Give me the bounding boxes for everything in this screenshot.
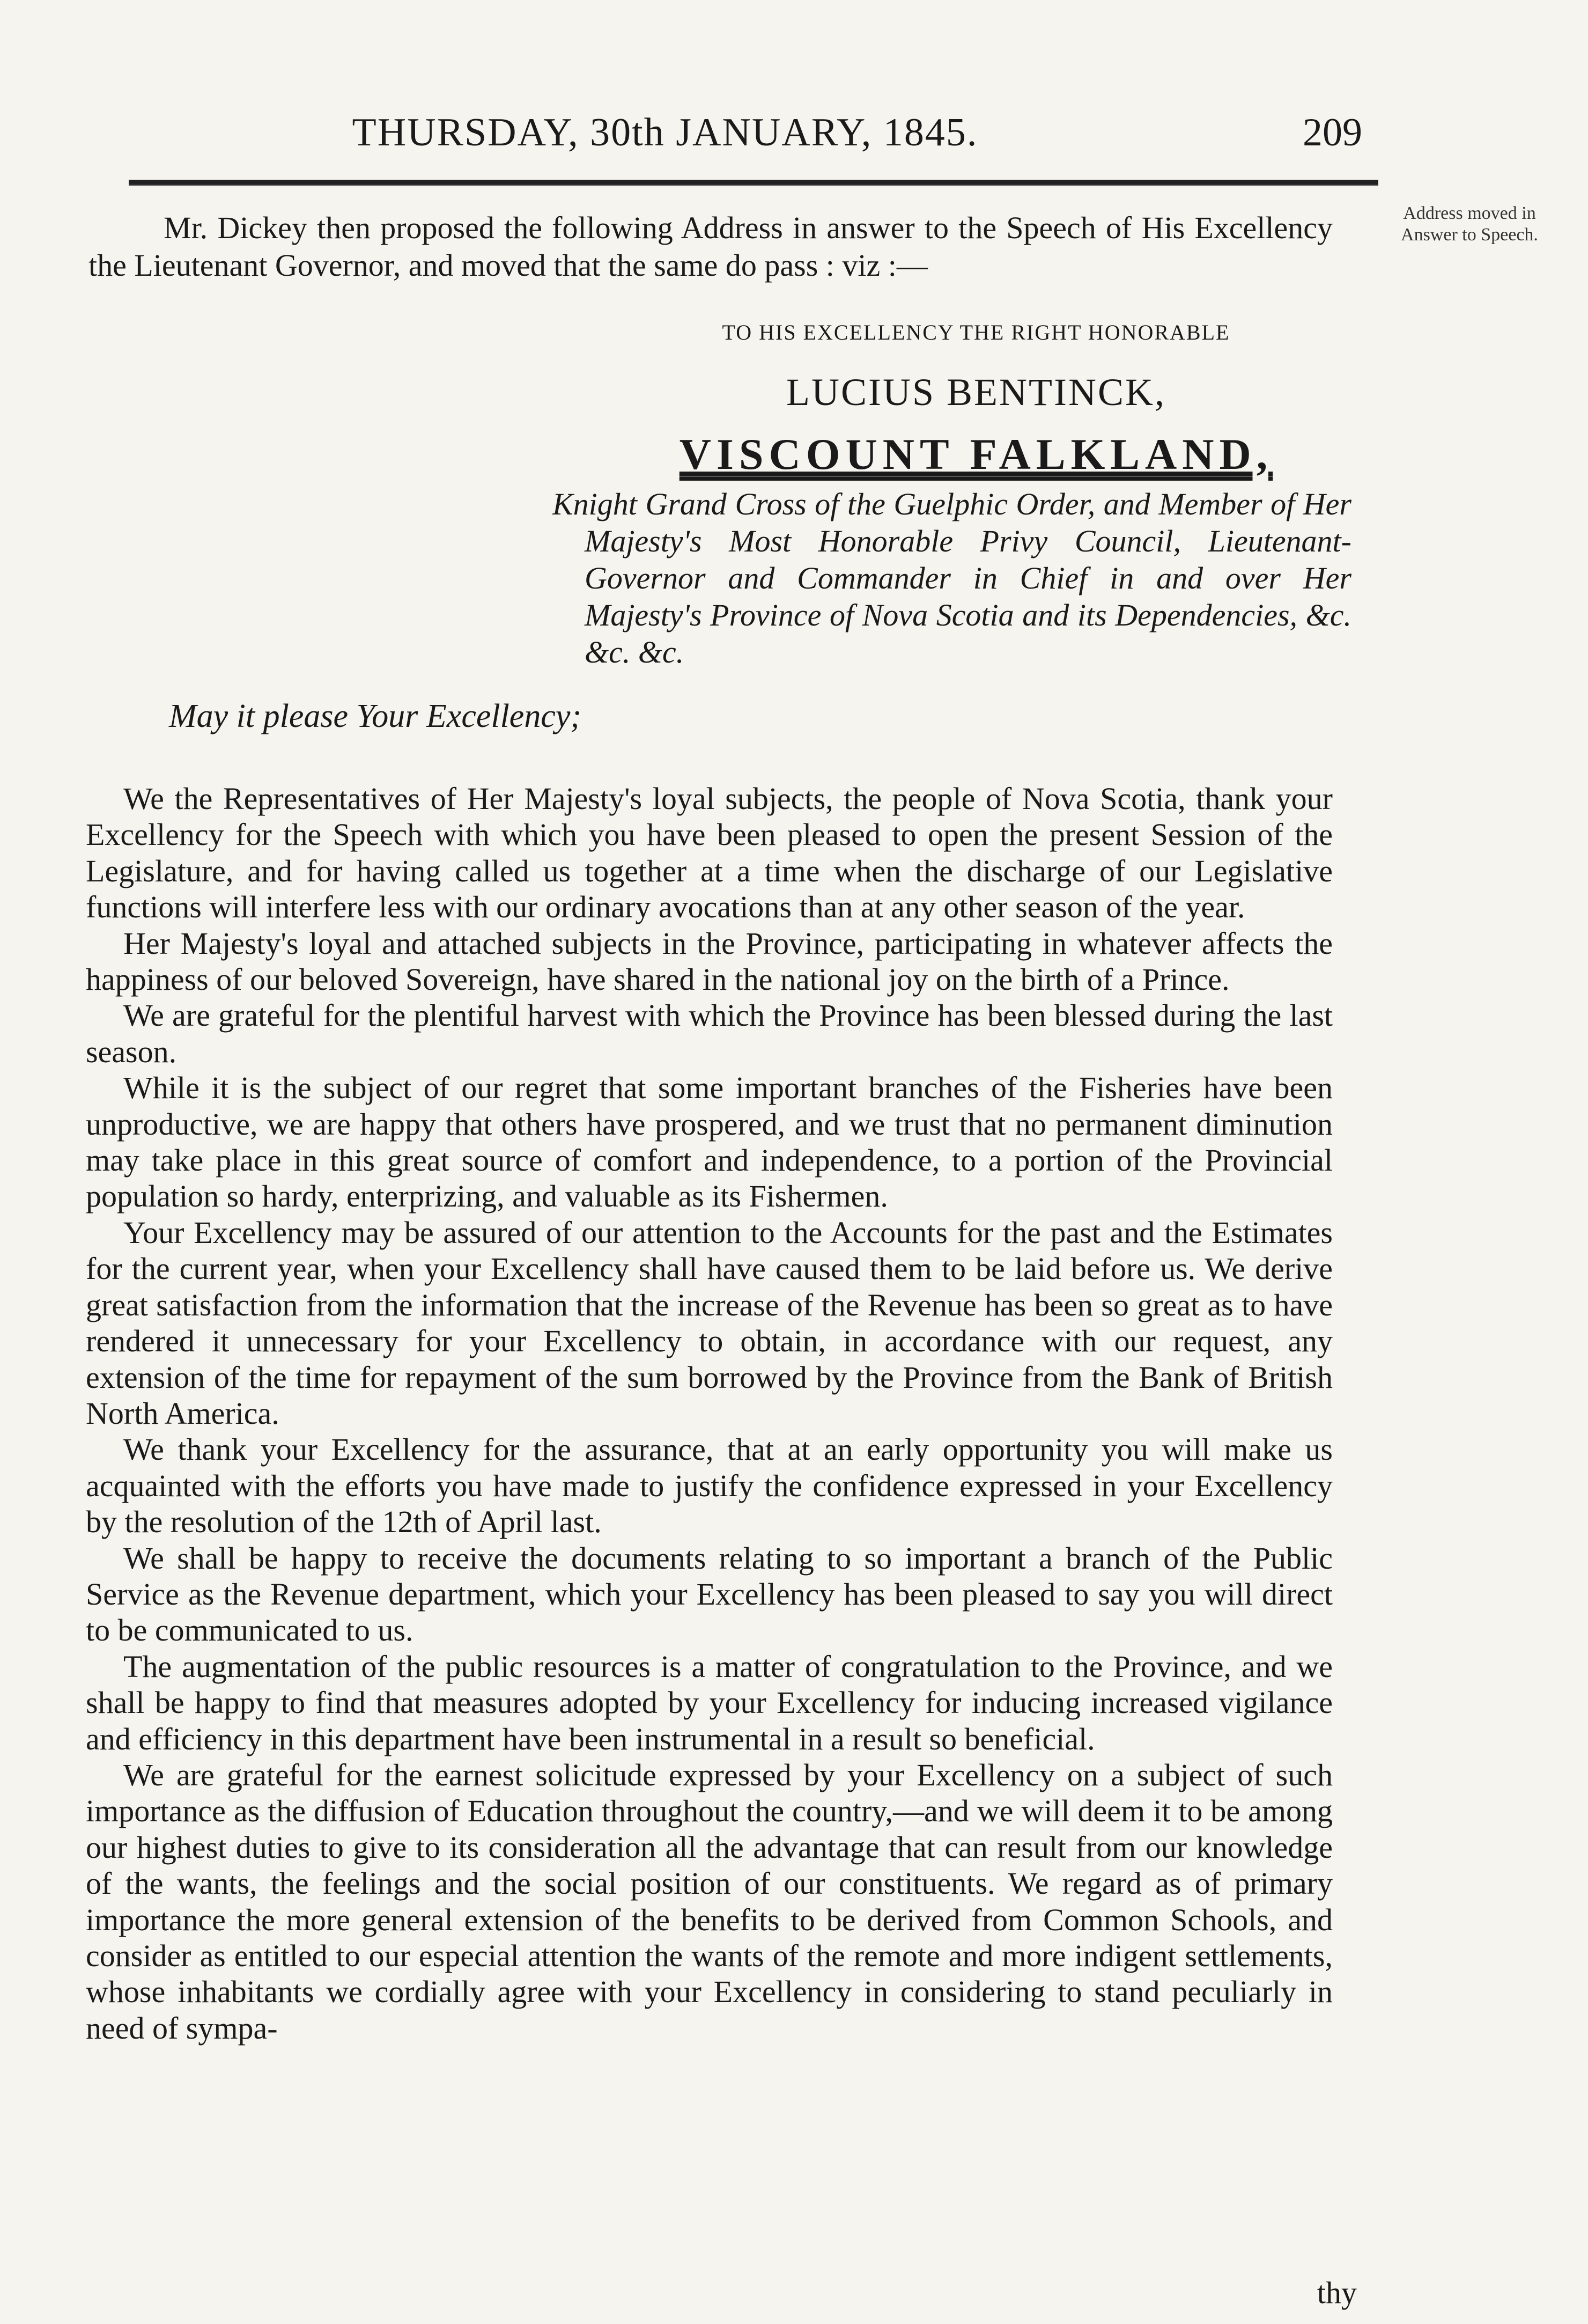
body-paragraph: We are grateful for the earnest solicitude expressed by your Excellency on a subject of such importance as the diffusion of Education throughout the country,—and we will deem it to be among our highest duties to give to its consideration all the advantage that can result from our knowledge of the wants, the feelings and the social position of our constituents. We regard as of primary importance the more general extension of the benefits to be derived from Common Schools, and consider as entitled to our especial attention the wants of the remote and more indigent settlements, whose inhabitants we cordially agree with your Excellency in considering to stand peculiarly in need of sympa- <box>86 1757 1333 2046</box>
margin-note: Address moved in Answer to Speech. <box>1401 203 1538 245</box>
address-body <box>86 781 1333 2046</box>
salutation: May it please Your Excellency; <box>169 698 582 734</box>
catchword: thy <box>1317 2275 1357 2310</box>
intro-paragraph: Mr. Dickey then proposed the following Address in answer to the Speech of His Excellency the Lieutenant Governor, and moved that the same do pass : viz :— <box>88 210 1333 283</box>
body-paragraph: We thank your Excellency for the assurance, that at an early opportunity you will make us acquainted with the efforts you have made to justify the confidence expressed in your Excellency by the resolution of the 12th of April last. <box>86 1432 1333 1540</box>
page-number: 209 <box>1303 111 1362 155</box>
addressee-name: LUCIUS BENTINCK, <box>786 371 1166 414</box>
header-rule <box>129 180 1378 186</box>
body-paragraph: We are grateful for the plentiful harvest with which the Province has been blessed during the last season. <box>86 998 1333 1069</box>
body-paragraph: We the Representatives of Her Majesty's loyal subjects, the people of Nova Scotia, thank your Excellency for the Speech with which you have been pleased to open the present Session of the Legislature, and for having called us together at a time when the discharge of our Legislative functions will interfere less with our ordinary avocations than at any other season of the year. <box>86 781 1333 925</box>
running-title: THURSDAY, 30th JANUARY, 1845. <box>352 111 978 155</box>
addressee-title: VISCOUNT FALKLAND, <box>679 430 1273 479</box>
body-paragraph: The augmentation of the public resources is a matter of congratulation to the Province, and we shall be happy to find that measures adopted by your Excellency for inducing increased vigilance and efficiency in this department have been instrumental in a result so beneficial. <box>86 1649 1333 1756</box>
body-paragraph: While it is the subject of our regret that some important branches of the Fisheries have been unproductive, we are happy that others have prospered, and we trust that no permanent diminution may take place in this great source of comfort and independence, to a portion of the Provincial population so hardy, enterprizing, and valuable as its Fishermen. <box>86 1070 1333 1214</box>
body-paragraph: Her Majesty's loyal and attached subjects in the Province, participating in whatever affects the happiness of our beloved Sovereign, have shared in the national joy on the birth of a Prince. <box>86 925 1333 997</box>
body-paragraph: Your Excellency may be assured of our attention to the Accounts for the past and the Estimates for the current year, when your Excellency shall have caused them to be laid before us. We derive great satisfaction from the information that the increase of the Revenue has been so great as to have rendered it unnecessary for your Excellency to obtain, in accordance with our request, any extension of the time for repayment of the sum borrowed by the Province from the Bank of British North America. <box>86 1215 1333 1431</box>
address-heading: TO HIS EXCELLENCY THE RIGHT HONORABLE <box>722 320 1230 344</box>
body-paragraph: We shall be happy to receive the documents relating to so important a branch of the Public Service as the Revenue department, which your Excellency has been pleased to say you will direct to be communicated to us. <box>86 1540 1333 1648</box>
addressee-styles: Knight Grand Cross of the Guelphic Order, and Member of Her Majesty's Most Honorable Privy Council, Lieutenant-Governor and Commander in Chief in and over Her Majesty's Province of Nova Scotia and its Dependencies, &c. &c. &c. <box>552 487 1351 670</box>
